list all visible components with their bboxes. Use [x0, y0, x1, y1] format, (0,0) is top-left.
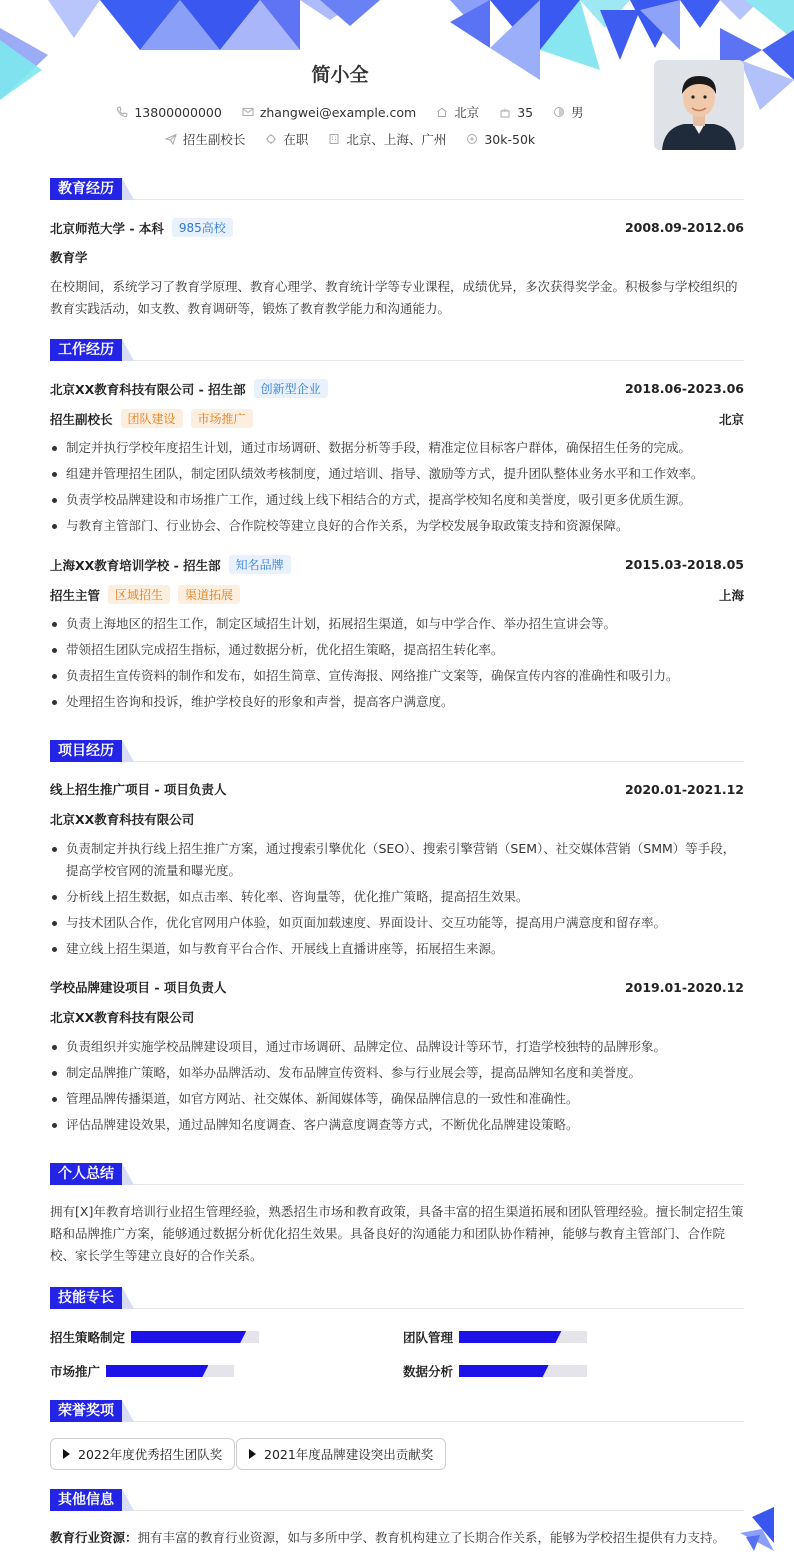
list-item: 负责组织并实施学校品牌建设项目，通过市场调研、品牌定位、品牌设计等环节，打造学校独特的品牌形象。 — [50, 1036, 744, 1058]
skill-level-fill — [459, 1365, 549, 1377]
section-work — [50, 337, 744, 361]
phone-item — [116, 105, 221, 120]
corner-decoration — [740, 1507, 780, 1557]
list-item: 分析线上招生数据，如点击率、转化率、咨询量等，优化推广策略，提高招生效果。 — [50, 886, 744, 908]
salary-icon — [466, 133, 478, 145]
work-entry-1-header — [50, 379, 744, 398]
award-badge — [50, 1438, 235, 1470]
avatar — [654, 60, 744, 150]
section-title-notch — [122, 1400, 134, 1422]
company-tag: 知名品牌 — [229, 555, 291, 574]
education-entry — [50, 218, 744, 237]
skill-item — [403, 1362, 587, 1380]
section-title-notch — [122, 1489, 134, 1511]
gender-text: 男 — [571, 105, 584, 120]
phone-text: 13800000000 — [134, 104, 222, 120]
skill-level-bar — [459, 1365, 587, 1377]
skill-level-bar — [459, 1331, 587, 1343]
list-item: 制定并执行学校年度招生计划，通过市场调研、数据分析等手段，精准定位目标客户群体，确保招生任务的完成。 — [50, 437, 744, 459]
contact-row — [0, 103, 700, 121]
send-icon — [165, 133, 177, 145]
project-org: 北京XX教育科技有限公司 — [50, 812, 195, 827]
salary-text: 30k-50k — [484, 131, 536, 147]
section-title-summary: 个人总结 — [50, 1163, 122, 1185]
project-name: 学校品牌建设项目 - 项目负责人 — [50, 980, 227, 995]
other-info-text: 拥有丰富的教育行业资源，如与多所中学、教育机构建立了长期合作关系，能够为学校招生提供有力支持。 — [137, 1530, 726, 1545]
list-item: 与教育主管部门、行业协会、合作院校等建立良好的合作关系，为学校发展争取政策支持和资源保障。 — [50, 515, 744, 537]
education-major-row — [50, 248, 744, 266]
age-icon — [499, 106, 511, 118]
project-1-header — [50, 780, 744, 798]
school-tag: 985高校 — [172, 218, 233, 237]
project-2-header — [50, 978, 744, 996]
building-icon — [328, 133, 340, 145]
city-text: 北京 — [454, 105, 480, 120]
section-title-notch — [122, 1163, 134, 1185]
target-city-text: 北京、上海、广州 — [346, 132, 447, 147]
work-entry-1-duties — [50, 437, 744, 541]
skill-item — [50, 1328, 259, 1346]
school-name: 北京师范大学 - 本科 — [50, 220, 164, 236]
status-icon — [265, 133, 277, 145]
section-title-notch — [122, 178, 134, 200]
target-position-text: 招生副校长 — [182, 132, 246, 147]
email-text: zhangwei@example.com — [259, 104, 417, 120]
section-title-notch — [122, 1287, 134, 1309]
play-arrow-icon — [63, 1449, 70, 1459]
education-description: 在校期间，系统学习了教育学原理、教育心理学、教育统计学等专业课程，成绩优异，多次获得奖学金。积极参与学校组织的教育实践活动，如支教、教育调研等，锻炼了教育教学能力和沟通能力。 — [50, 279, 738, 316]
skill-level-fill — [131, 1331, 246, 1343]
phone-icon — [116, 106, 128, 118]
gender-item — [553, 103, 584, 121]
section-title-other: 其他信息 — [50, 1489, 122, 1511]
section-title-projects: 项目经历 — [50, 740, 122, 762]
age-item — [499, 105, 533, 120]
work-date: 2018.06-2023.06 — [624, 381, 744, 396]
skill-name: 招生策略制定 — [50, 1330, 126, 1345]
award-text: 2022年度优秀招生团队奖 — [78, 1447, 223, 1462]
mail-icon — [242, 106, 254, 118]
skill-level-fill — [459, 1331, 561, 1343]
role-tag: 市场推广 — [191, 409, 253, 428]
section-title-education: 教育经历 — [50, 178, 122, 200]
project-2-duties — [50, 1036, 744, 1140]
company-name: 上海XX教育培训学校 - 招生部 — [50, 557, 221, 573]
skill-item — [50, 1362, 234, 1380]
section-other — [50, 1487, 744, 1511]
skill-name: 数据分析 — [403, 1364, 454, 1379]
work-location: 上海 — [718, 587, 744, 603]
work-location: 北京 — [718, 411, 744, 427]
list-item: 与技术团队合作，优化官网用户体验，如页面加载速度、界面设计、交互功能等，提高用户满意度和留存率。 — [50, 912, 744, 934]
email-item — [242, 105, 416, 120]
list-item: 处理招生咨询和投诉，维护学校良好的形象和声誉，提高客户满意度。 — [50, 691, 744, 713]
work-entry-2-role — [50, 585, 744, 604]
candidate-name: 简小全 — [311, 64, 369, 86]
section-title-skills: 技能专长 — [50, 1287, 122, 1309]
role-tag: 渠道拓展 — [178, 585, 240, 604]
job-status-item — [265, 130, 308, 148]
project-date: 2020.01-2021.12 — [624, 781, 744, 797]
section-summary — [50, 1161, 744, 1185]
section-projects — [50, 738, 744, 762]
award-text: 2021年度品牌建设突出贡献奖 — [264, 1447, 434, 1462]
work-entry-1-role — [50, 409, 744, 428]
job-intent-row — [0, 130, 700, 148]
list-item: 负责招生宣传资料的制作和发布，如招生简章、宣传海报、网络推广文案等，确保宣传内容的准确性和吸引力。 — [50, 665, 744, 687]
skill-item — [403, 1328, 587, 1346]
city-item — [436, 103, 479, 121]
section-awards — [50, 1398, 744, 1422]
section-title-notch — [122, 740, 134, 762]
list-item: 制定品牌推广策略，如举办品牌活动、发布品牌宣传资料、参与行业展会等，提高品牌知名度和美誉度。 — [50, 1062, 744, 1084]
home-icon — [436, 106, 448, 118]
project-1-org-row — [50, 810, 744, 828]
work-entry-2-header — [50, 555, 744, 574]
project-date: 2019.01-2020.12 — [624, 979, 744, 995]
skill-level-fill — [106, 1365, 208, 1377]
list-item: 评估品牌建设效果，通过品牌知名度调查、客户满意度调查等方式，不断优化品牌建设策略。 — [50, 1114, 744, 1136]
list-item: 负责上海地区的招生工作，制定区域招生计划，拓展招生渠道，如与中学合作、举办招生宣讲会等。 — [50, 613, 744, 635]
gender-icon — [553, 106, 565, 118]
section-title-notch — [122, 339, 134, 361]
project-2-org-row — [50, 1008, 744, 1026]
company-tag: 创新型企业 — [254, 379, 328, 398]
section-title-awards: 荣誉奖项 — [50, 1400, 122, 1422]
work-entry-2-duties — [50, 613, 744, 717]
role-tag: 区域招生 — [108, 585, 170, 604]
major: 教育学 — [50, 250, 88, 265]
skill-name: 团队管理 — [403, 1330, 454, 1345]
list-item: 负责制定并执行线上招生推广方案，通过搜索引擎优化（SEO）、搜索引擎营销（SEM）、社交媒体营销（SMM）等手段，提高学校官网的流量和曝光度。 — [50, 838, 744, 882]
award-badge — [236, 1438, 446, 1470]
salary-item — [466, 132, 535, 147]
job-role: 招生主管 — [50, 587, 101, 603]
section-title-work: 工作经历 — [50, 339, 122, 361]
company-name: 北京XX教育科技有限公司 - 招生部 — [50, 381, 246, 397]
skill-name: 市场推广 — [50, 1364, 101, 1379]
project-org: 北京XX教育科技有限公司 — [50, 1010, 195, 1025]
role-tag: 团队建设 — [121, 409, 183, 428]
job-status-text: 在职 — [283, 132, 309, 147]
other-info-label: 教育行业资源： — [50, 1530, 138, 1545]
skill-level-bar — [106, 1365, 234, 1377]
target-city-item — [328, 130, 446, 148]
section-skills — [50, 1285, 744, 1309]
list-item: 组建并管理招生团队，制定团队绩效考核制度，通过培训、指导、激励等方式，提升团队整体业务水平和工作效率。 — [50, 463, 744, 485]
education-date: 2008.09-2012.06 — [624, 220, 744, 235]
age-text: 35 — [517, 104, 534, 120]
project-1-duties — [50, 838, 744, 964]
section-education — [50, 176, 744, 200]
other-info — [50, 1528, 744, 1546]
list-item: 负责学校品牌建设和市场推广工作，通过线上线下相结合的方式，提高学校知名度和美誉度，吸引更多优质生源。 — [50, 489, 744, 511]
list-item: 管理品牌传播渠道，如官方网站、社交媒体、新闻媒体等，确保品牌信息的一致性和准确性。 — [50, 1088, 744, 1110]
list-item: 建立线上招生渠道，如与教育平台合作、开展线上直播讲座等，拓展招生来源。 — [50, 938, 744, 960]
project-name: 线上招生推广项目 - 项目负责人 — [50, 782, 227, 797]
summary-text: 拥有[X]年教育培训行业招生管理经验，熟悉招生市场和教育政策，具备丰富的招生渠道拓展和团队管理经验。擅长制定招生策略和品牌推广方案，能够通过数据分析优化招生效果。具备良好的沟通能力和团队协作精神，能够与教育主管部门、合作院校、家长学生等建立良好的合作关系。 — [50, 1204, 744, 1263]
work-date: 2015.03-2018.05 — [624, 557, 744, 572]
target-position-item — [165, 130, 246, 148]
play-arrow-icon — [249, 1449, 256, 1459]
job-role: 招生副校长 — [50, 411, 113, 427]
list-item: 带领招生团队完成招生指标，通过数据分析，优化招生策略，提高招生转化率。 — [50, 639, 744, 661]
skill-level-bar — [131, 1331, 259, 1343]
